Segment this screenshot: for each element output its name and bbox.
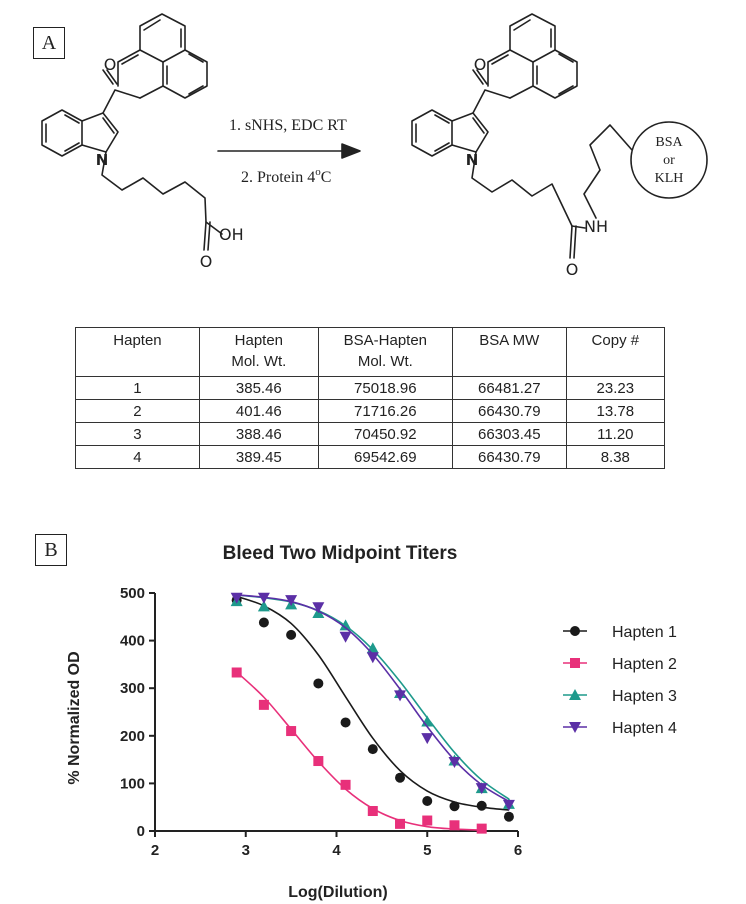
hapten-1-point [341,717,351,727]
hapten-1-fit-curve [237,596,509,810]
product-ketone-oxygen: O [473,55,487,74]
product-linker-chain [572,125,632,228]
hapten-2-fit-curve [237,672,482,830]
table-row [76,423,665,446]
col-header-bsa-mw: BSA MW [452,328,566,377]
product-indole-pyrrole [452,113,488,152]
product-naphthalene [488,14,577,98]
y-tick-label: 300 [119,680,145,698]
panel-b-label: B [35,534,67,566]
table-cell: 23.23 [566,377,664,400]
table-header-row [76,328,665,377]
legend-label-hapten-4: Hapten 4 [612,720,677,737]
x-tick-label: 3 [241,842,250,859]
reaction-scheme [0,0,746,310]
hapten-1-point [286,630,296,640]
chart-legend [563,624,677,737]
hapten-2-point [449,820,459,830]
carrier-label-or: or [663,153,675,168]
table-cell: 401.46 [199,400,318,423]
table-cell: 66430.79 [452,400,566,423]
col-header-hapten-mw: Hapten Mol. Wt. [199,328,318,377]
product-amide-oxygen: O [565,260,579,279]
table-cell: 11.20 [566,423,664,446]
col-header-bsa-hapten-mw: BSA-Hapten Mol. Wt. [318,328,452,377]
hapten-2-point [313,756,323,766]
hapten-1-point [259,618,269,628]
table-cell: 4 [76,446,200,469]
x-tick-label: 5 [423,842,432,859]
legend-label-hapten-2: Hapten 2 [612,656,677,673]
reactant-naphthalene [118,14,207,98]
table-row [76,377,665,400]
hapten-4-point [340,632,352,643]
table-cell: 75018.96 [318,377,452,400]
table-cell: 70450.92 [318,423,452,446]
table-row [76,400,665,423]
y-tick-label: 100 [119,775,145,793]
table-cell: 388.46 [199,423,318,446]
table-cell: 389.45 [199,446,318,469]
table-cell: 66430.79 [452,446,566,469]
x-axis-label: Log(Dilution) [288,884,388,901]
hapten-4-point [367,652,379,663]
reactant-alkyl-chain [102,152,222,234]
hapten-1-point [504,812,514,822]
chart-title: Bleed Two Midpoint Titers [222,543,458,564]
hapten-4-fit-curve [237,595,509,802]
hapten-2-point [232,667,242,677]
x-tick-label: 6 [513,842,523,859]
titer-chart [0,520,746,904]
hapten-1-point [368,744,378,754]
reaction-step-1: 1. sNHS, EDC RT [229,117,347,134]
table-cell: 1 [76,377,200,400]
table-row [76,446,665,469]
hapten-1-point [395,773,405,783]
panel-a-label: A [33,27,65,59]
reactant-indole-pyrrole [82,113,118,152]
x-tick-label: 4 [332,842,341,859]
reactant-hydroxyl: OH [219,225,244,244]
hapten-2-point [286,726,296,736]
reactant-acid-oxygen: O [199,252,213,271]
reactant-indole-nitrogen: N [95,151,109,169]
hapten-3-fit-curve [237,595,509,799]
hapten-2-point [341,780,351,790]
reactant-ketone-oxygen: O [103,55,117,74]
legend-label-hapten-3: Hapten 3 [612,688,677,705]
carrier-label-bsa: BSA [655,135,683,150]
product-alkyl-chain [472,152,572,226]
product-carbonyl-bond [473,90,510,113]
legend-label-hapten-1: Hapten 1 [612,624,677,641]
product-indole-benzene [412,110,452,156]
y-tick-label: 200 [119,727,145,745]
hapten-3-point [367,642,379,653]
table-cell: 66481.27 [452,377,566,400]
hapten-4-point [421,733,433,744]
legend-marker-hapten-1 [570,626,580,636]
x-tick-label: 2 [150,842,160,859]
hapten-2-point [395,819,405,829]
reactant-carbonyl-bond [103,90,140,113]
table-cell: 3 [76,423,200,446]
reaction-step-2: 2. Protein 4$^o$C [241,166,332,186]
hapten-1-point [477,801,487,811]
table-cell: 385.46 [199,377,318,400]
table-cell: 8.38 [566,446,664,469]
product-indole-nitrogen: N [465,151,479,169]
hapten-1-point [449,801,459,811]
plot-area [120,585,522,859]
reactant-indole-benzene [42,110,82,156]
hapten-2-point [368,806,378,816]
hapten-1-point [422,796,432,806]
table-cell: 71716.26 [318,400,452,423]
product-amide-nh: NH [584,217,608,236]
table-cell: 69542.69 [318,446,452,469]
y-tick-label: 500 [119,585,145,602]
table-cell: 66303.45 [452,423,566,446]
col-header-copy-number: Copy # [566,328,664,377]
legend-marker-hapten-2 [570,658,580,668]
hapten-table [75,327,665,469]
col-header-hapten: Hapten [76,328,200,377]
hapten-2-point [422,816,432,826]
y-tick-label: 400 [119,632,145,650]
y-tick-label: 0 [136,823,145,840]
reaction-arrow-head [342,144,360,158]
y-axis-label: % Normalized OD [66,651,83,785]
carrier-label-klh: KLH [654,171,684,186]
table-cell: 13.78 [566,400,664,423]
hapten-2-point [259,700,269,710]
hapten-2-point [477,824,487,834]
table-cell: 2 [76,400,200,423]
hapten-1-point [313,678,323,688]
